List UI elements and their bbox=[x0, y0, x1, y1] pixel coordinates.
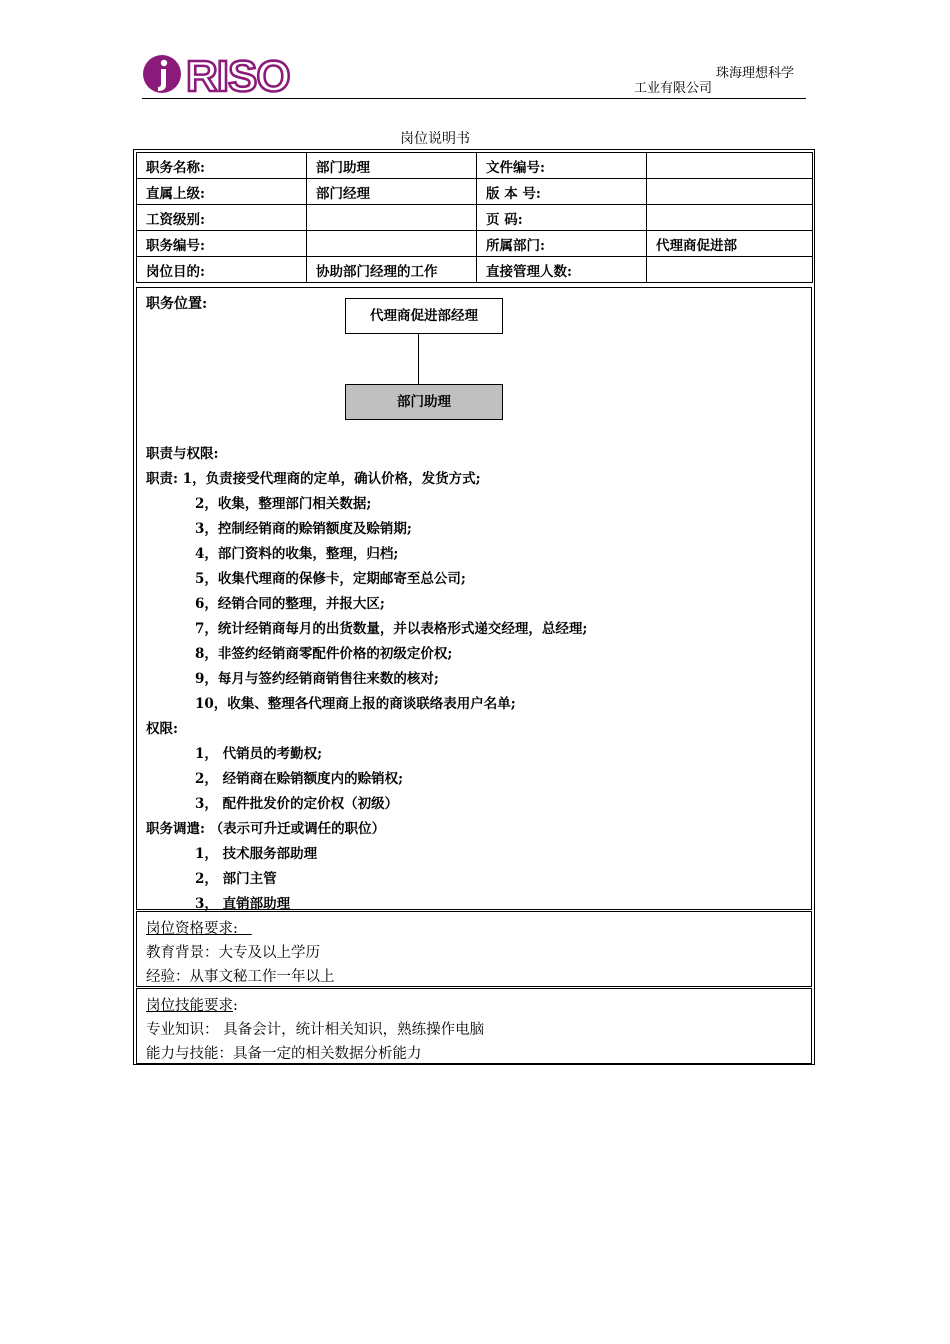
field-value bbox=[307, 205, 477, 231]
table-row bbox=[137, 231, 813, 257]
field-value bbox=[647, 153, 813, 179]
duty-line: 6，经销合同的整理，并报大区; bbox=[195, 596, 385, 612]
duty-line: 7，统计经销商每月的出货数量，并以表格形式递交经理，总经理; bbox=[195, 621, 588, 637]
skills-panel bbox=[136, 988, 812, 1064]
transfer-line: 1， 技术服务部助理 bbox=[195, 846, 318, 862]
field-label: 职务名称: bbox=[137, 153, 307, 179]
duty-line: 4，部门资料的收集，整理，归档; bbox=[195, 546, 399, 562]
transfer-line: 3， 直销部助理 bbox=[195, 896, 291, 912]
field-value bbox=[647, 179, 813, 205]
field-label: 工资级别: bbox=[137, 205, 307, 231]
ability-line: 能力与技能：具备一定的相关数据分析能力 bbox=[146, 1046, 422, 1062]
field-label: 职务编号: bbox=[137, 231, 307, 257]
table-row bbox=[137, 205, 813, 231]
table-row bbox=[137, 257, 813, 283]
knowledge-line: 专业知识： 具备会计，统计相关知识，熟练操作电脑 bbox=[146, 1022, 485, 1038]
duties-heading: 职责与权限: bbox=[146, 446, 219, 462]
qualification-heading: 岗位资格要求: bbox=[146, 921, 238, 937]
org-connector bbox=[418, 334, 419, 384]
field-label: 直接管理人数: bbox=[477, 257, 647, 283]
field-value: 部门经理 bbox=[307, 179, 477, 205]
field-label: 版 本 号: bbox=[477, 179, 647, 205]
transfer-line: 2， 部门主管 bbox=[195, 871, 277, 887]
field-label: 岗位目的: bbox=[137, 257, 307, 283]
company-line1: 珠海理想科学 bbox=[715, 66, 794, 81]
field-value bbox=[307, 231, 477, 257]
duty-line: 职责: 1，负责接受代理商的定单，确认价格，发货方式; bbox=[146, 471, 481, 487]
job-description-form bbox=[133, 149, 815, 1065]
company-name bbox=[634, 66, 804, 96]
table-row bbox=[137, 179, 813, 205]
company-line2: 工业有限公司 bbox=[634, 81, 713, 96]
header-divider bbox=[142, 98, 806, 99]
field-label: 文件编号: bbox=[477, 153, 647, 179]
duty-line: 5，收集代理商的保修卡，定期邮寄至总公司; bbox=[195, 571, 466, 587]
duties-panel bbox=[136, 287, 812, 910]
duty-line: 9，每月与签约经销商销售往来数的核对; bbox=[195, 671, 439, 687]
field-label: 页 码: bbox=[477, 205, 647, 231]
riso-logo bbox=[142, 50, 302, 98]
field-value: 协助部门经理的工作 bbox=[307, 257, 477, 283]
qualification-panel bbox=[136, 911, 812, 987]
field-value: 代理商促进部 bbox=[647, 231, 813, 257]
table-row bbox=[137, 153, 813, 179]
skills-heading: 岗位技能要求: bbox=[146, 998, 238, 1014]
duty-line: 2，收集，整理部门相关数据; bbox=[195, 496, 372, 512]
field-label: 所属部门: bbox=[477, 231, 647, 257]
position-label: 职务位置: bbox=[146, 296, 208, 312]
info-table bbox=[136, 152, 813, 283]
authority-heading: 权限: bbox=[146, 721, 178, 737]
logo-text: RISO bbox=[186, 52, 290, 98]
org-self-box: 部门助理 bbox=[345, 384, 503, 420]
document-title: 岗位说明书 bbox=[400, 131, 470, 147]
duty-line: 8，非签约经销商零配件价格的初级定价权; bbox=[195, 646, 453, 662]
duty-line: 10，收集、整理各代理商上报的商谈联络表用户名单; bbox=[195, 696, 516, 712]
authority-line: 2， 经销商在赊销额度内的赊销权; bbox=[195, 771, 404, 787]
authority-line: 1， 代销员的考勤权; bbox=[195, 746, 323, 762]
transfer-heading: 职务调遣: （表示可升迁或调任的职位） bbox=[146, 821, 386, 837]
field-value: 部门助理 bbox=[307, 153, 477, 179]
education-line: 教育背景：大专及以上学历 bbox=[146, 945, 320, 961]
field-value bbox=[647, 257, 813, 283]
duty-line: 3，控制经销商的赊销额度及赊销期; bbox=[195, 521, 412, 537]
field-value bbox=[647, 205, 813, 231]
authority-line: 3， 配件批发价的定价权（初级） bbox=[195, 796, 399, 812]
experience-line: 经验：从事文秘工作一年以上 bbox=[146, 969, 335, 985]
field-label: 直属上级: bbox=[137, 179, 307, 205]
org-superior-box: 代理商促进部经理 bbox=[345, 298, 503, 334]
